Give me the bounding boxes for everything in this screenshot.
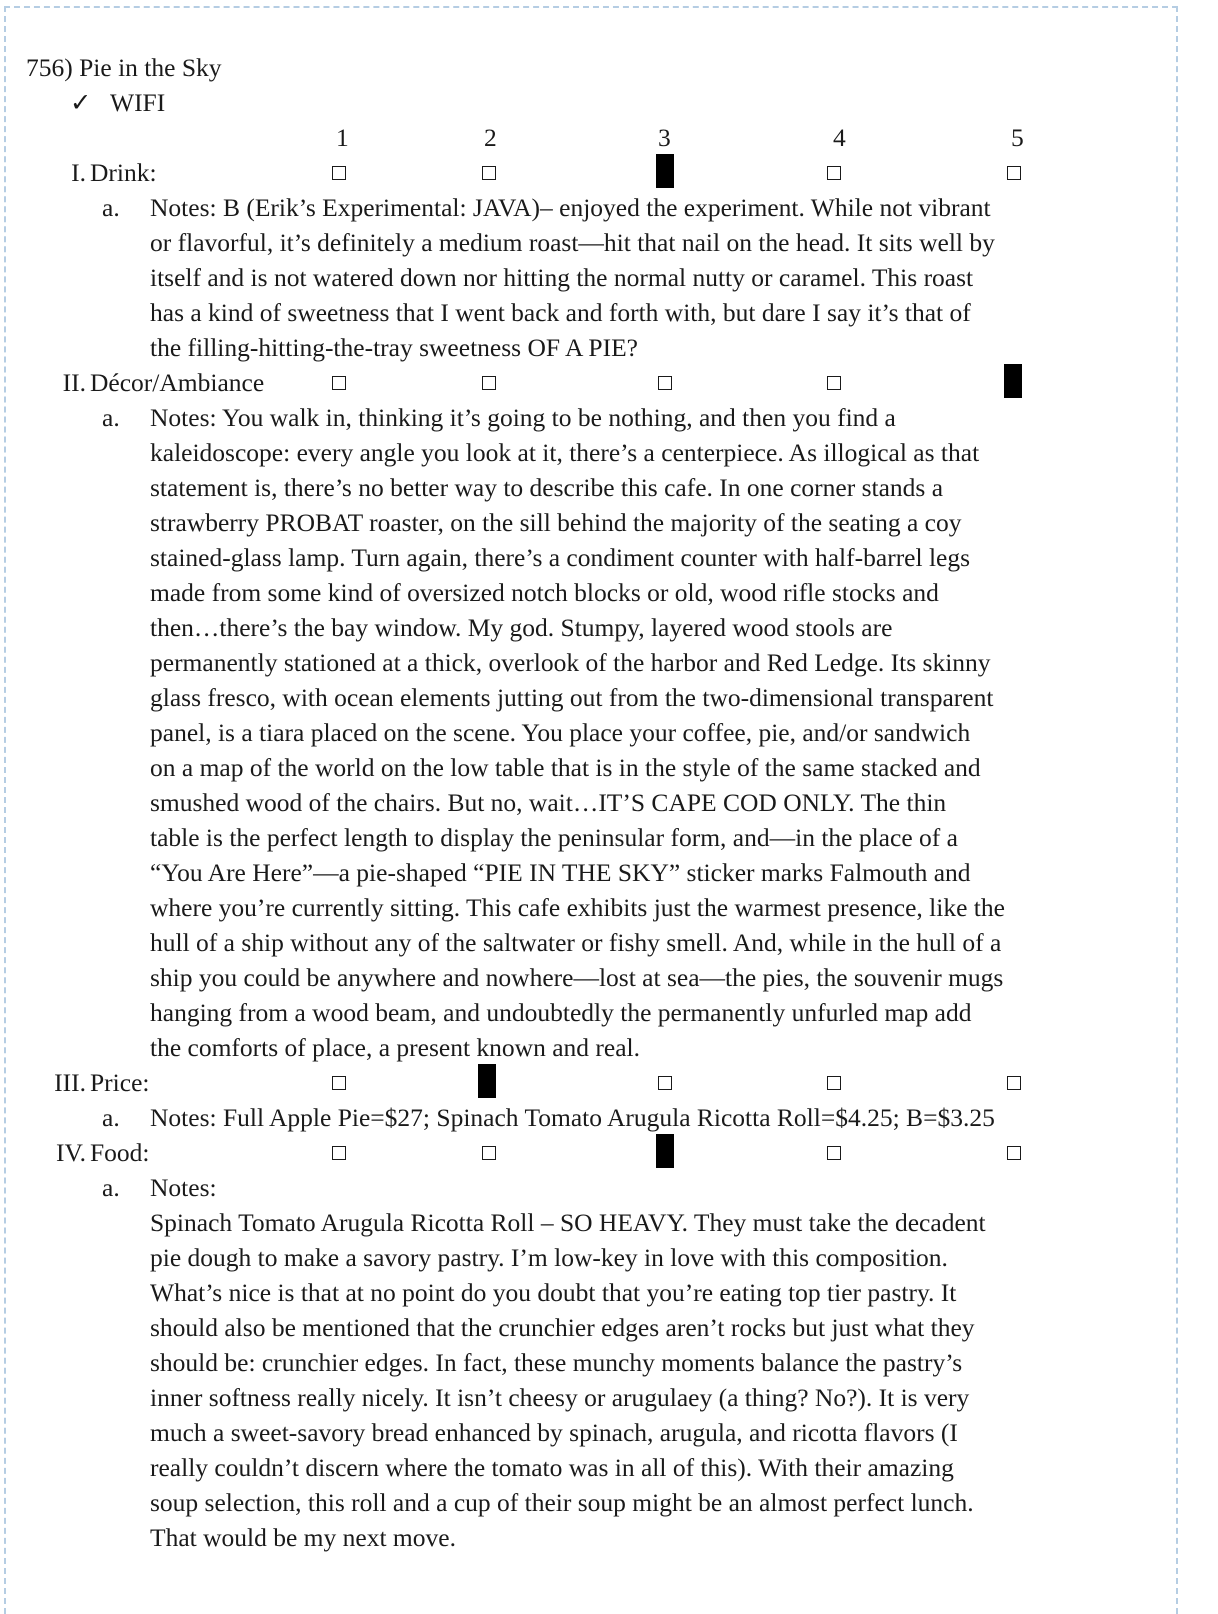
note-line: Notes: B (Erik’s Experimental: JAVA)– enjoyed the experiment. While not vibrant	[150, 193, 991, 222]
note-line: statement is, there’s no better way to describe this cafe. In one corner stands a	[150, 473, 944, 502]
note-line: Notes:	[150, 1173, 217, 1202]
note-letter: a.	[102, 1173, 120, 1202]
rating-checkbox-selected-2[interactable]	[478, 1064, 496, 1098]
note-line: really couldn’t discern where the tomato was in all of this). With their amazing	[150, 1453, 954, 1482]
section-notes	[102, 1170, 1190, 1555]
note-line: permanently stationed at a thick, overlook of the harbor and Red Ledge. Its skinny	[150, 648, 991, 677]
note-line: glass fresco, with ocean elements jutting out from the two-dimensional transparent	[150, 683, 994, 712]
rating-row-4	[26, 1135, 1196, 1170]
section-label: Drink:	[90, 158, 157, 187]
rating-checkbox-1[interactable]	[332, 1146, 346, 1160]
note-letter: a.	[102, 193, 120, 222]
rating-checkbox-3[interactable]	[658, 1076, 672, 1090]
section-numeral: III.	[54, 1068, 86, 1097]
rating-checkbox-4[interactable]	[827, 1076, 841, 1090]
section-numeral: II.	[62, 368, 86, 397]
section-notes	[102, 400, 1190, 1065]
rating-checkbox-4[interactable]	[827, 166, 841, 180]
note-line: table is the perfect length to display the peninsular form, and—in the place of a	[150, 823, 958, 852]
note-letter: a.	[102, 1103, 120, 1132]
note-letter: a.	[102, 403, 120, 432]
section-notes	[102, 190, 1190, 365]
rating-checkbox-5[interactable]	[1007, 1146, 1021, 1160]
rating-checkbox-4[interactable]	[827, 376, 841, 390]
rating-checkbox-selected-5[interactable]	[1004, 364, 1022, 398]
note-line: inner softness really nicely. It isn’t cheesy or arugulaey (a thing? No?). It is very	[150, 1383, 970, 1412]
note-line: Spinach Tomato Arugula Ricotta Roll – SO HEAVY. They must take the decadent	[150, 1208, 986, 1237]
note-line: What’s nice is that at no point do you doubt that you’re eating top tier pastry. It	[150, 1278, 957, 1307]
note-line: Notes: You walk in, thinking it’s going to be nothing, and then you find a	[150, 403, 896, 432]
note-line: has a kind of sweetness that I went back and forth with, but dare I say it’s that of	[150, 298, 971, 327]
amenity-label: WIFI	[110, 88, 166, 117]
section-notes	[102, 1100, 1190, 1135]
note-line: smushed wood of the chairs. But no, wait…IT’S CAPE COD ONLY. The thin	[150, 788, 947, 817]
note-line: hull of a ship without any of the saltwater or fishy smell. And, while in the hull of a	[150, 928, 1002, 957]
rating-row-2	[26, 365, 1196, 400]
note-line: Notes: Full Apple Pie=$27; Spinach Tomato Arugula Ricotta Roll=$4.25; B=$3.25	[150, 1103, 995, 1132]
note-line: where you’re currently sitting. This cafe exhibits just the warmest presence, like the	[150, 893, 1005, 922]
rating-scale-header	[26, 120, 1196, 155]
scale-header-1: 1	[336, 123, 349, 152]
rating-checkbox-2[interactable]	[482, 166, 496, 180]
rating-checkbox-5[interactable]	[1007, 1076, 1021, 1090]
section-label: Food:	[90, 1138, 150, 1167]
note-line: itself and is not watered down nor hitting the normal nutty or caramel. This roast	[150, 263, 974, 292]
note-line: or flavorful, it’s definitely a medium roast—hit that nail on the head. It sits well by	[150, 228, 995, 257]
note-line: “You Are Here”—a pie-shaped “PIE IN THE SKY” sticker marks Falmouth and	[150, 858, 971, 887]
note-line: pie dough to make a savory pastry. I’m low-key in love with this composition.	[150, 1243, 948, 1272]
note-line: hanging from a wood beam, and undoubtedly the permanently unfurled map add	[150, 998, 972, 1027]
rating-row-1	[26, 155, 1196, 190]
note-line: ship you could be anywhere and nowhere—lost at sea—the pies, the souvenir mugs	[150, 963, 1004, 992]
section-numeral: IV.	[56, 1138, 86, 1167]
rating-checkbox-2[interactable]	[482, 1146, 496, 1160]
note-line: strawberry PROBAT roaster, on the sill behind the majority of the seating a coy	[150, 508, 962, 537]
note-line: panel, is a tiara placed on the scene. You place your coffee, pie, and/or sandwich	[150, 718, 971, 747]
section-label: Price:	[90, 1068, 150, 1097]
rating-checkbox-4[interactable]	[827, 1146, 841, 1160]
rating-checkbox-1[interactable]	[332, 376, 346, 390]
scale-header-3: 3	[658, 123, 671, 152]
rating-checkbox-selected-3[interactable]	[656, 1134, 674, 1168]
note-line: stained-glass lamp. Turn again, there’s a condiment counter with half-barrel legs	[150, 543, 971, 572]
amenity-wifi	[70, 85, 165, 120]
rating-checkbox-5[interactable]	[1007, 166, 1021, 180]
scale-header-5: 5	[1011, 123, 1024, 152]
note-line: much a sweet-savory bread enhanced by spinach, arugula, and ricotta flavors (I	[150, 1418, 958, 1447]
note-line: made from some kind of oversized notch blocks or old, wood rifle stocks and	[150, 578, 939, 607]
note-line: then…there’s the bay window. My god. Stumpy, layered wood stools are	[150, 613, 893, 642]
note-line: the filling-hitting-the-tray sweetness OF A PIE?	[150, 333, 638, 362]
rating-checkbox-1[interactable]	[332, 166, 346, 180]
scale-header-4: 4	[833, 123, 846, 152]
rating-checkbox-1[interactable]	[332, 1076, 346, 1090]
note-line: on a map of the world on the low table that is in the style of the same stacked and	[150, 753, 981, 782]
note-line: the comforts of place, a present known and real.	[150, 1033, 640, 1062]
page-title: 756) Pie in the Sky	[26, 53, 222, 82]
checkmark-icon: ✓	[70, 88, 92, 117]
rating-checkbox-selected-3[interactable]	[656, 154, 674, 188]
section-label: Décor/Ambiance	[90, 368, 265, 397]
section-numeral: I.	[71, 158, 86, 187]
rating-row-3	[26, 1065, 1196, 1100]
note-line: should also be mentioned that the crunchier edges aren’t rocks but just what they	[150, 1313, 975, 1342]
note-line: soup selection, this roll and a cup of their soup might be an almost perfect lunch.	[150, 1488, 974, 1517]
rating-checkbox-3[interactable]	[658, 376, 672, 390]
note-line: should be: crunchier edges. In fact, these munchy moments balance the pastry’s	[150, 1348, 963, 1377]
rating-checkbox-2[interactable]	[482, 376, 496, 390]
note-line: kaleidoscope: every angle you look at it, there’s a centerpiece. As illogical as that	[150, 438, 980, 467]
scale-header-2: 2	[484, 123, 497, 152]
note-line: That would be my next move.	[150, 1523, 456, 1552]
